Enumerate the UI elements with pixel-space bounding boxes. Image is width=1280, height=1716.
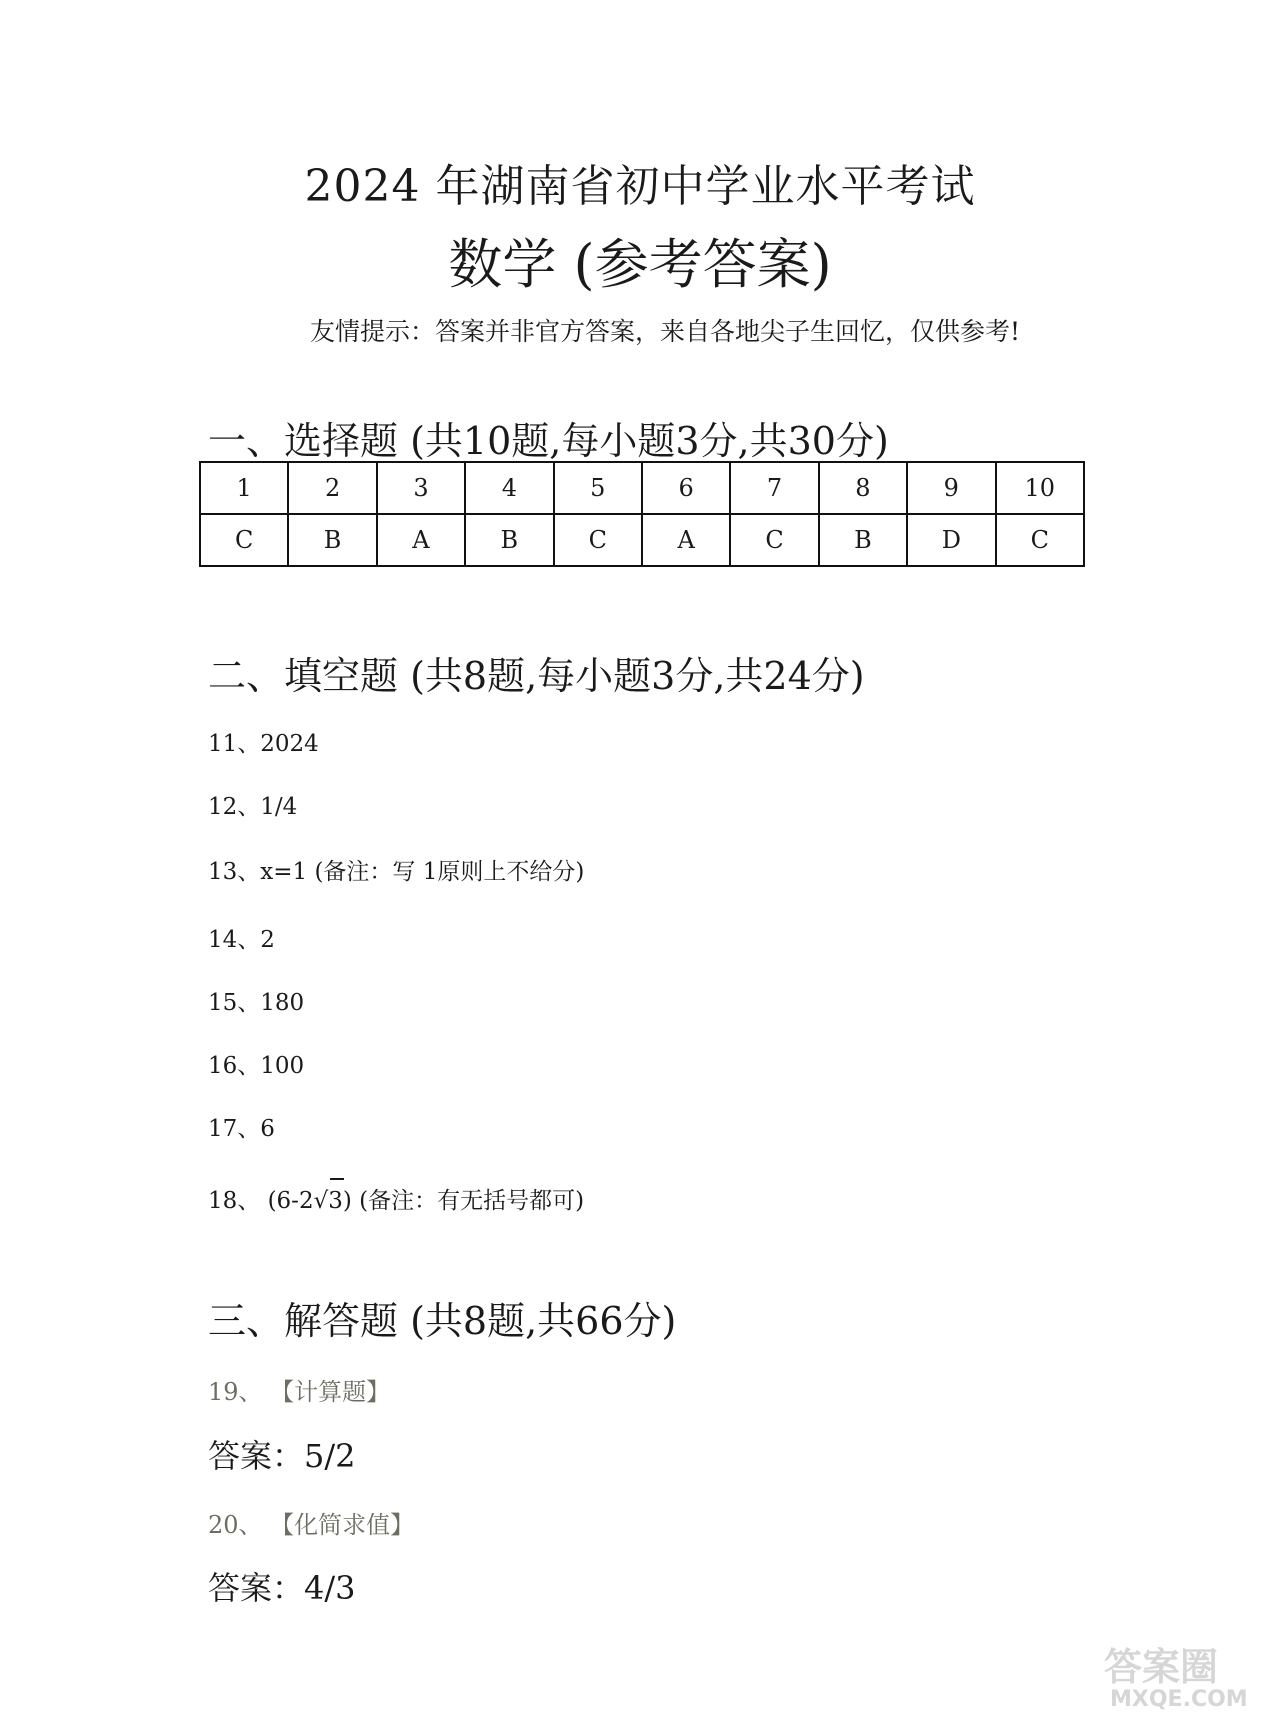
table-cell: 1 [200,462,288,514]
fill-answer-13: 13、x=1 (备注：写 1原则上不给分) [208,859,585,885]
exam-subtitle: 数学 (参考答案) [448,233,832,296]
table-cell: 10 [996,462,1084,514]
table-cell: 7 [730,462,818,514]
square-root [314,1188,343,1214]
friendly-tip: 友情提示：答案并非官方答案，来自各地尖子生回忆，仅供参考! [309,317,1021,346]
fill-answer-16: 16、100 [208,1053,305,1079]
table-row-numbers [200,462,1084,514]
table-cell: 6 [642,462,730,514]
radicand: 3 [328,1188,343,1214]
fill-answer-14: 14、2 [208,927,275,953]
table-cell: B [819,514,907,566]
exam-title: 2024 年湖南省初中学业水平考试 [304,161,976,212]
radical-sign: √ [313,1188,329,1214]
fill-answer-18 [208,1182,584,1215]
table-cell: 4 [465,462,553,514]
question-20-answer: 答案：4/3 [208,1569,356,1607]
table-cell: D [907,514,995,566]
table-cell: B [288,514,376,566]
section1-heading: 一、选择题 (共10题,每小题3分,共30分) [208,419,889,463]
fill-answer-12: 12、1/4 [208,794,298,820]
table-cell: C [554,514,642,566]
table-cell: A [377,514,465,566]
table-cell: B [465,514,553,566]
fill-18-suffix: ) (备注：有无括号都可) [342,1188,585,1214]
table-cell: C [730,514,818,566]
table-cell: C [200,514,288,566]
section3-heading: 三、解答题 (共8题,共66分) [208,1299,677,1343]
table-row-answers [200,514,1084,566]
choice-answer-table [199,461,1085,567]
fill-answer-15: 15、180 [208,990,305,1016]
vinculum [330,1178,344,1180]
table-cell: 8 [819,462,907,514]
table-cell: A [642,514,730,566]
table-cell: 9 [907,462,995,514]
watermark-text: 答案圈 [1104,1645,1219,1689]
question-19-answer: 答案：5/2 [208,1437,356,1475]
table-cell: C [996,514,1084,566]
question-20-label: 20、 【化简求值】 [208,1511,415,1539]
question-19-label: 19、 【计算题】 [208,1378,391,1406]
watermark-url: MXQE.COM [1110,1687,1248,1710]
section2-heading: 二、填空题 (共8题,每小题3分,共24分) [208,654,865,698]
table-cell: 5 [554,462,642,514]
fill-18-prefix: 18、 (6-2 [208,1188,314,1214]
fill-answer-17: 17、6 [208,1116,275,1142]
table-cell: 3 [377,462,465,514]
table-cell: 2 [288,462,376,514]
watermark-logo [1098,1640,1268,1710]
fill-answer-11: 11、2024 [208,731,319,757]
